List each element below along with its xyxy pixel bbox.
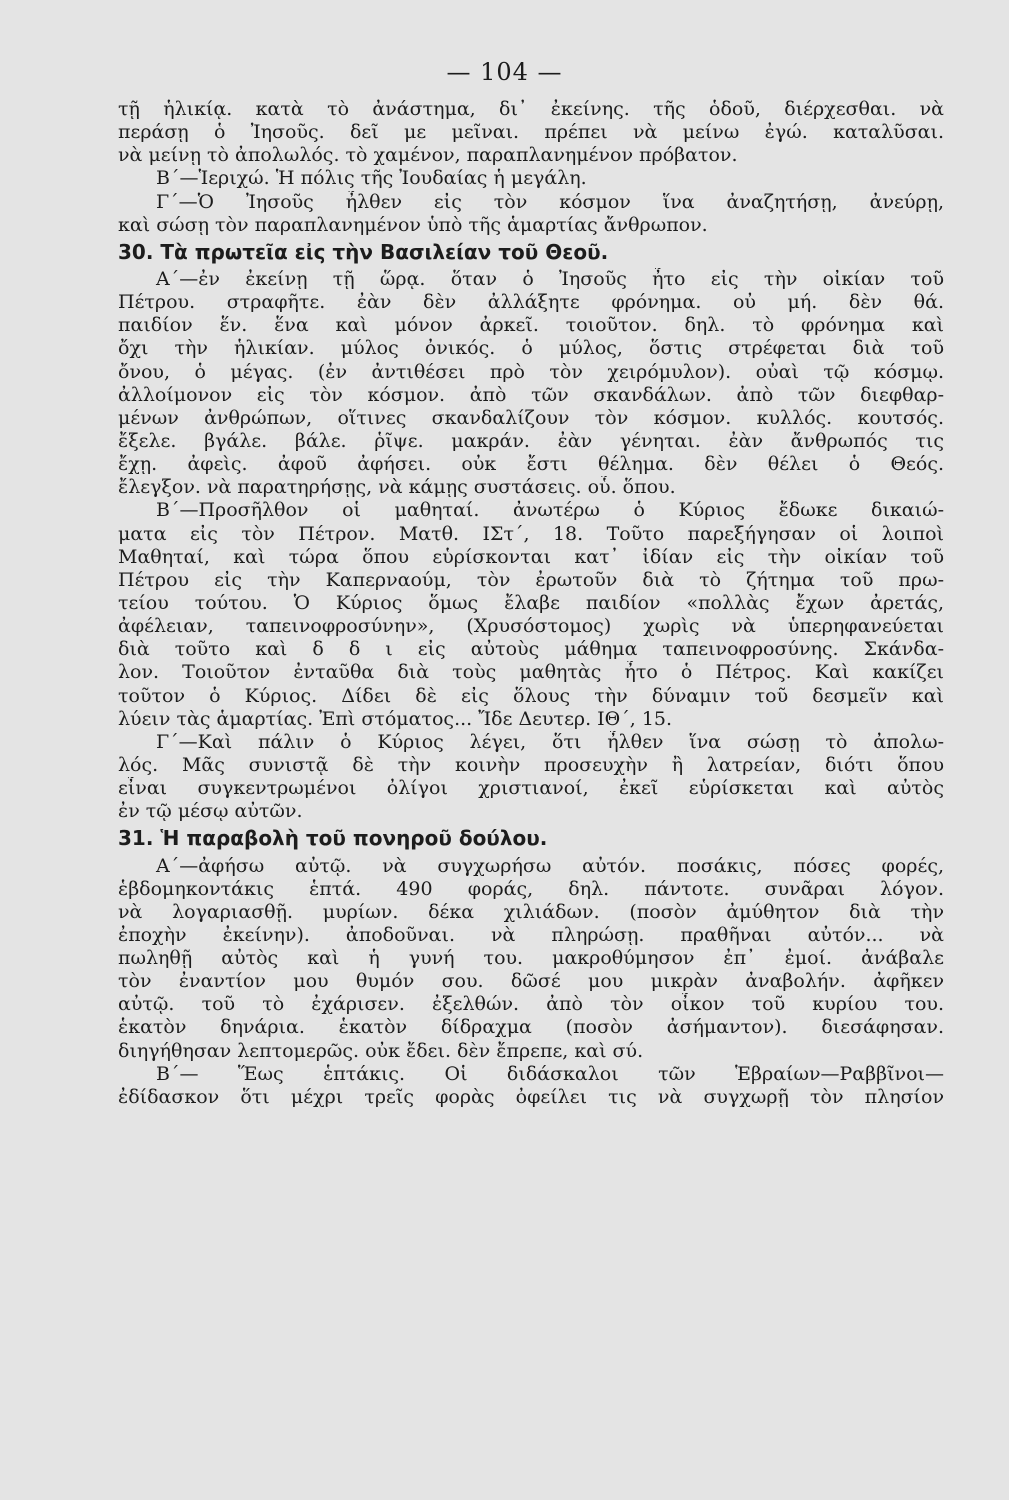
text-line: περάσῃ ὁ Ἰησοῦς. δεῖ με μεῖναι. πρέπει νὰ μείνω ἐγώ. καταλῦσαι. (118, 121, 944, 144)
text-line: Β΄—Προσῆλθον οἱ μαθηταί. ἀνωτέρω ὁ Κύριος ἔδωκε δικαιώ- (156, 499, 944, 522)
text-line: μένων ἀνθρώπων, οἵτινες σκανδαλίζουν τὸν κόσμον. κυλλός. κουτσός. (118, 406, 944, 429)
text-line: ἑκατὸν δηνάρια. ἑκατὸν δίδραχμα (ποσὸν ἀσήμαντον). διεσάφησαν. (118, 1016, 944, 1039)
section-heading: 31. Ἡ παραβολὴ τοῦ πονηροῦ δούλου. (118, 827, 548, 851)
text-line: καὶ σώσῃ τὸν παραπλανημένον ὑπὸ τῆς ἁμαρτίας ἄνθρωπον. (118, 213, 708, 236)
text-line: Α΄—ἐν ἐκείνῃ τῇ ὥρᾳ. ὅταν ὁ Ἰησοῦς ἦτο εἰς τὴν οἰκίαν τοῦ (156, 267, 944, 290)
text-line: λός. Μᾶς συνιστᾷ δὲ τὴν κοινὴν προσευχὴν ἢ λατρείαν, διότι ὅπου (118, 753, 944, 776)
section-heading: 30. Τὰ πρωτεῖα εἰς τὴν Βασιλείαν τοῦ Θεοῦ. (118, 240, 609, 264)
text-line: Πέτρου εἰς τὴν Καπερναούμ, τὸν ἐρωτοῦν διὰ τὸ ζήτημα τοῦ πρω- (118, 568, 944, 591)
text-line: ἀλλοίμονον εἰς τὸν κόσμον. ἀπὸ τῶν σκανδάλων. ἀπὸ τῶν διεφθαρ- (118, 383, 944, 406)
text-line: τὸν ἐναντίον μου θυμόν σου. δῶσέ μου μικρὰν ἀναβολήν. ἀφῆκεν (118, 970, 944, 993)
text-line: παιδίον ἕν. ἕνα καὶ μόνον ἀρκεῖ. τοιοῦτον. δηλ. τὸ φρόνημα καὶ (118, 314, 944, 337)
text-line: αὐτῷ. τοῦ τὸ ἐχάρισεν. ἐξελθών. ἀπὸ τὸν οἶκον τοῦ κυρίου του. (118, 993, 944, 1016)
text-line: ἀφέλειαν, ταπεινοφροσύνην», (Χρυσόστομος) χωρὶς νὰ ὑπερηφανεύεται (118, 615, 944, 638)
text-line: Β΄— Ἕως ἑπτάκις. Οἱ διδάσκαλοι τῶν Ἑβραίων—Ραββῖνοι— (156, 1062, 944, 1085)
text-line: Α΄—ἀφήσω αὐτῷ. νὰ συγχωρήσω αὐτόν. ποσάκις, πόσες φορές, (156, 854, 944, 877)
text-line: πωληθῇ αὐτὸς καὶ ἡ γυνή του. μακροθύμησον ἐπ᾽ ἐμοί. ἀνάβαλε (118, 947, 944, 970)
text-line: Β΄—Ἱεριχώ. Ἡ πόλις τῆς Ἰουδαίας ἡ μεγάλη. (156, 167, 587, 190)
page-number: — 104 — (446, 58, 563, 86)
text-line: λύειν τὰς ἁμαρτίας. Ἐπὶ στόματος... Ἴδε Δευτερ. ΙΘ΄, 15. (118, 707, 673, 730)
text-line: διὰ τοῦτο καὶ δ δ ι εἰς αὐτοὺς μάθημα ταπεινοφροσύνης. Σκάνδα- (118, 638, 944, 661)
text-line: ἔλεγξον. νὰ παρατηρήσῃς, νὰ κάμῃς συστάσεις. οὗ. ὅπου. (118, 476, 676, 499)
text-line: ἔχῃ. ἀφεὶς. ἀφοῦ ἀφήσει. οὐκ ἔστι θέλημα. δὲν θέλει ὁ Θεός. (118, 453, 944, 476)
text-line: Μαθηταί, καὶ τώρα ὅπου εὑρίσκονται κατ᾽ ἰδίαν εἰς τὴν οἰκίαν τοῦ (118, 545, 944, 568)
text-line: τῇ ἡλικίᾳ. κατὰ τὸ ἀνάστημα, δι᾽ ἐκείνης. τῆς ὁδοῦ, διέρχεσθαι. νὰ (118, 98, 944, 120)
text-line: Γ΄—Ὁ Ἰησοῦς ἦλθεν εἰς τὸν κόσμον ἵνα ἀναζητήσῃ, ἀνεύρῃ, (156, 190, 944, 213)
text-line: ὄχι τὴν ἡλικίαν. μύλος ὀνικός. ὁ μύλος, ὅστις στρέφεται διὰ τοῦ (118, 337, 944, 360)
text-line: τοῦτον ὁ Κύριος. Δίδει δὲ εἰς ὅλους τὴν δύναμιν τοῦ δεσμεῖν καὶ (118, 684, 944, 707)
text-line: ἑβδομηκοντάκις ἑπτά. 490 φοράς, δηλ. πάντοτε. συνᾶραι λόγον. (118, 877, 944, 900)
text-line: διηγήθησαν λεπτομερῶς. οὐκ ἔδει. δὲν ἔπρεπε, καὶ σύ. (118, 1039, 644, 1062)
text-line: ἔξελε. βγάλε. βάλε. ῥῖψε. μακράν. ἐὰν γένηται. ἐὰν ἄνθρωπός τις (118, 429, 944, 452)
text-line: λον. Τοιοῦτον ἐνταῦθα διὰ τοὺς μαθητὰς ἦτο ὁ Πέτρος. Καὶ κακίζει (118, 661, 944, 684)
text-line: νὰ μείνῃ τὸ ἀπολωλός. τὸ χαμένον, παραπλανημένον πρόβατον. (118, 144, 738, 167)
page-text (118, 98, 944, 1109)
text-line: ἐποχὴν ἐκείνην). ἀποδοῦναι. νὰ πληρώσῃ. πραθῆναι αὐτόν... νὰ (118, 923, 944, 946)
text-line: ματα εἰς τὸν Πέτρον. Ματθ. ΙΣτ΄, 18. Τοῦτο παρεξήγησαν οἱ λοιποὶ (118, 522, 944, 545)
text-line: ἐδίδασκον ὅτι μέχρι τρεῖς φορὰς ὀφείλει τις νὰ συγχωρῇ τὸν πλησίον (118, 1085, 944, 1108)
text-line: νὰ λογαριασθῇ. μυρίων. δέκα χιλιάδων. (ποσὸν ἀμύθητον διὰ τὴν (118, 900, 944, 923)
text-line: τείου τούτου. Ὁ Κύριος ὅμως ἔλαβε παιδίον «πολλὰς ἔχων ἀρετάς, (118, 591, 944, 614)
text-line: Πέτρου. στραφῆτε. ἐὰν δὲν ἀλλάξητε φρόνημα. οὐ μή. δὲν θά. (118, 291, 944, 314)
text-line: ὄνου, ὁ μέγας. (ἐν ἀντιθέσει πρὸ τὸν χειρόμυλον). οὐαὶ τῷ κόσμῳ. (118, 360, 944, 383)
text-line: Γ΄—Καὶ πάλιν ὁ Κύριος λέγει, ὅτι ἦλθεν ἵνα σώσῃ τὸ ἀπολω- (156, 730, 944, 753)
text-line: εἶναι συγκεντρωμένοι ὀλίγοι χριστιανοί, ἐκεῖ εὑρίσκεται καὶ αὐτὸς (118, 777, 944, 800)
text-line: ἐν τῷ μέσῳ αὐτῶν. (118, 800, 303, 823)
